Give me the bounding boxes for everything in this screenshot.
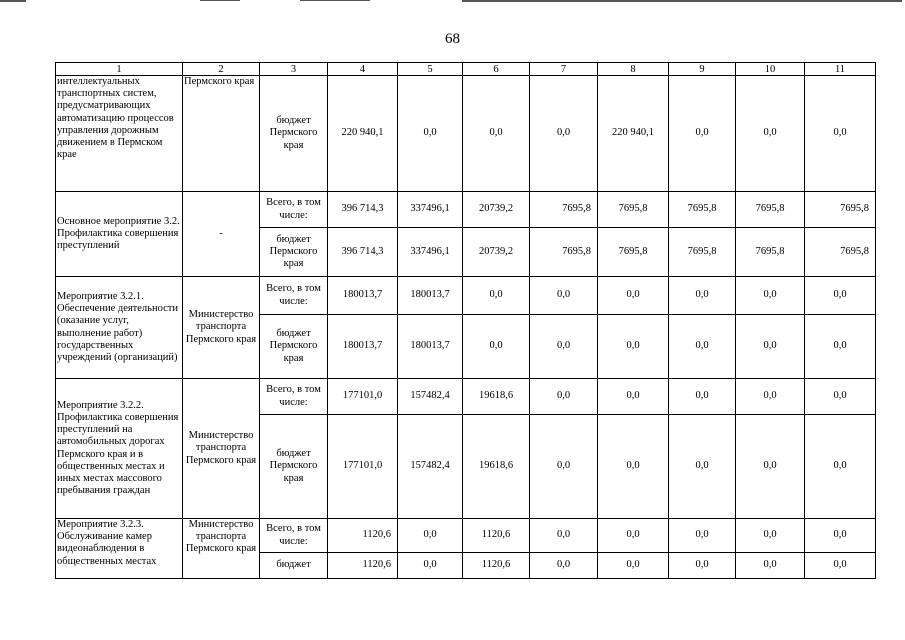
funding-source: Всего, в том числе: [260, 379, 328, 415]
value-cell: 220 940,1 [598, 76, 669, 192]
funding-source: бюджет Пермского края [260, 415, 328, 519]
value-cell: 0,0 [805, 76, 876, 192]
column-number: 4 [328, 63, 398, 76]
value-cell: 1120,6 [328, 519, 398, 553]
value-cell: 7695,8 [736, 192, 805, 228]
executor: Пермского края [183, 76, 260, 192]
funding-source: Всего, в том числе: [260, 519, 328, 553]
value-cell: 177101,0 [328, 379, 398, 415]
value-cell: 0,0 [805, 519, 876, 553]
value-cell: 0,0 [398, 519, 463, 553]
executor: Министерство транспорта Пермского края [183, 379, 260, 519]
value-cell: 0,0 [530, 277, 598, 315]
value-cell: 7695,8 [736, 228, 805, 277]
column-number: 5 [398, 63, 463, 76]
value-cell: 0,0 [805, 277, 876, 315]
value-cell: 0,0 [598, 553, 669, 579]
value-cell: 0,0 [669, 76, 736, 192]
table-row [56, 519, 876, 553]
page-number: 68 [445, 31, 460, 47]
funding-source: бюджет Пермского края [260, 76, 328, 192]
value-cell: 0,0 [669, 519, 736, 553]
value-cell: 0,0 [463, 76, 530, 192]
value-cell: 0,0 [598, 415, 669, 519]
value-cell: 0,0 [736, 76, 805, 192]
value-cell: 220 940,1 [328, 76, 398, 192]
column-number: 2 [183, 63, 260, 76]
value-cell: 0,0 [736, 379, 805, 415]
scan-mark [0, 0, 26, 2]
executor: Министерство транспорта Пермского края [183, 519, 260, 579]
measure-name: интеллектуальных транспортных систем, предусматривающих автоматизацию процессов управления дорожным движением в Пермском крае [56, 76, 183, 192]
value-cell: 7695,8 [598, 228, 669, 277]
value-cell: 0,0 [669, 379, 736, 415]
value-cell: 0,0 [805, 379, 876, 415]
value-cell: 157482,4 [398, 379, 463, 415]
value-cell: 7695,8 [805, 228, 876, 277]
value-cell: 396 714,3 [328, 228, 398, 277]
value-cell: 0,0 [669, 415, 736, 519]
value-cell: 0,0 [736, 519, 805, 553]
column-number: 8 [598, 63, 669, 76]
value-cell: 0,0 [736, 553, 805, 579]
value-cell: 1120,6 [463, 519, 530, 553]
measure-name: Мероприятие 3.2.2. Профилактика совершения преступлений на автомобильных дорогах Пермского края и в общественных местах и иных местах массового пребывания граждан [56, 379, 183, 519]
value-cell: 337496,1 [398, 192, 463, 228]
value-cell: 7695,8 [530, 228, 598, 277]
value-cell: 19618,6 [463, 415, 530, 519]
measure-name: Мероприятие 3.2.3. Обслуживание камер видеонаблюдения в общественных местах [56, 519, 183, 579]
column-number: 9 [669, 63, 736, 76]
value-cell: 0,0 [398, 553, 463, 579]
funding-source: бюджет Пермского края [260, 228, 328, 277]
measure-name: Основное мероприятие 3.2. Профилактика совершения преступлений [56, 192, 183, 277]
value-cell: 20739,2 [463, 228, 530, 277]
value-cell: 0,0 [598, 277, 669, 315]
value-cell: 7695,8 [805, 192, 876, 228]
column-number: 6 [463, 63, 530, 76]
value-cell: 0,0 [736, 315, 805, 379]
value-cell: 0,0 [530, 553, 598, 579]
table-row [56, 277, 876, 315]
value-cell: 1120,6 [463, 553, 530, 579]
value-cell: 0,0 [398, 76, 463, 192]
executor: - [183, 192, 260, 277]
value-cell: 20739,2 [463, 192, 530, 228]
value-cell: 19618,6 [463, 379, 530, 415]
funding-source: бюджет Пермского края [260, 315, 328, 379]
column-number: 1 [56, 63, 183, 76]
value-cell: 0,0 [598, 519, 669, 553]
value-cell: 0,0 [669, 553, 736, 579]
table-row [56, 192, 876, 228]
value-cell: 337496,1 [398, 228, 463, 277]
budget-table [55, 62, 876, 579]
value-cell: 0,0 [598, 315, 669, 379]
value-cell: 157482,4 [398, 415, 463, 519]
scan-mark [200, 0, 240, 1]
value-cell: 1120,6 [328, 553, 398, 579]
column-number: 3 [260, 63, 328, 76]
executor: Министерство транспорта Пермского края [183, 277, 260, 379]
table-row [56, 76, 876, 192]
value-cell: 180013,7 [398, 315, 463, 379]
value-cell: 0,0 [530, 76, 598, 192]
funding-source: бюджет [260, 553, 328, 579]
value-cell: 0,0 [669, 277, 736, 315]
value-cell: 0,0 [598, 379, 669, 415]
column-number: 10 [736, 63, 805, 76]
measure-name: Мероприятие 3.2.1. Обеспечение деятельности (оказание услуг, выполнение работ) государственных учреждений (организаций) [56, 277, 183, 379]
column-numbers-row [56, 63, 876, 76]
value-cell: 0,0 [463, 277, 530, 315]
value-cell: 180013,7 [328, 277, 398, 315]
column-number: 11 [805, 63, 876, 76]
value-cell: 7695,8 [598, 192, 669, 228]
value-cell: 0,0 [530, 519, 598, 553]
value-cell: 7695,8 [530, 192, 598, 228]
value-cell: 7695,8 [669, 228, 736, 277]
value-cell: 0,0 [736, 277, 805, 315]
funding-source: Всего, в том числе: [260, 192, 328, 228]
value-cell: 177101,0 [328, 415, 398, 519]
column-number: 7 [530, 63, 598, 76]
value-cell: 396 714,3 [328, 192, 398, 228]
value-cell: 7695,8 [669, 192, 736, 228]
funding-source: Всего, в том числе: [260, 277, 328, 315]
scan-mark [300, 0, 370, 1]
value-cell: 0,0 [669, 315, 736, 379]
value-cell: 0,0 [463, 315, 530, 379]
scan-mark [462, 0, 902, 2]
value-cell: 180013,7 [398, 277, 463, 315]
value-cell: 0,0 [530, 315, 598, 379]
value-cell: 0,0 [736, 415, 805, 519]
value-cell: 0,0 [805, 553, 876, 579]
value-cell: 0,0 [530, 379, 598, 415]
value-cell: 180013,7 [328, 315, 398, 379]
value-cell: 0,0 [805, 415, 876, 519]
value-cell: 0,0 [530, 415, 598, 519]
value-cell: 0,0 [805, 315, 876, 379]
table-row [56, 379, 876, 415]
